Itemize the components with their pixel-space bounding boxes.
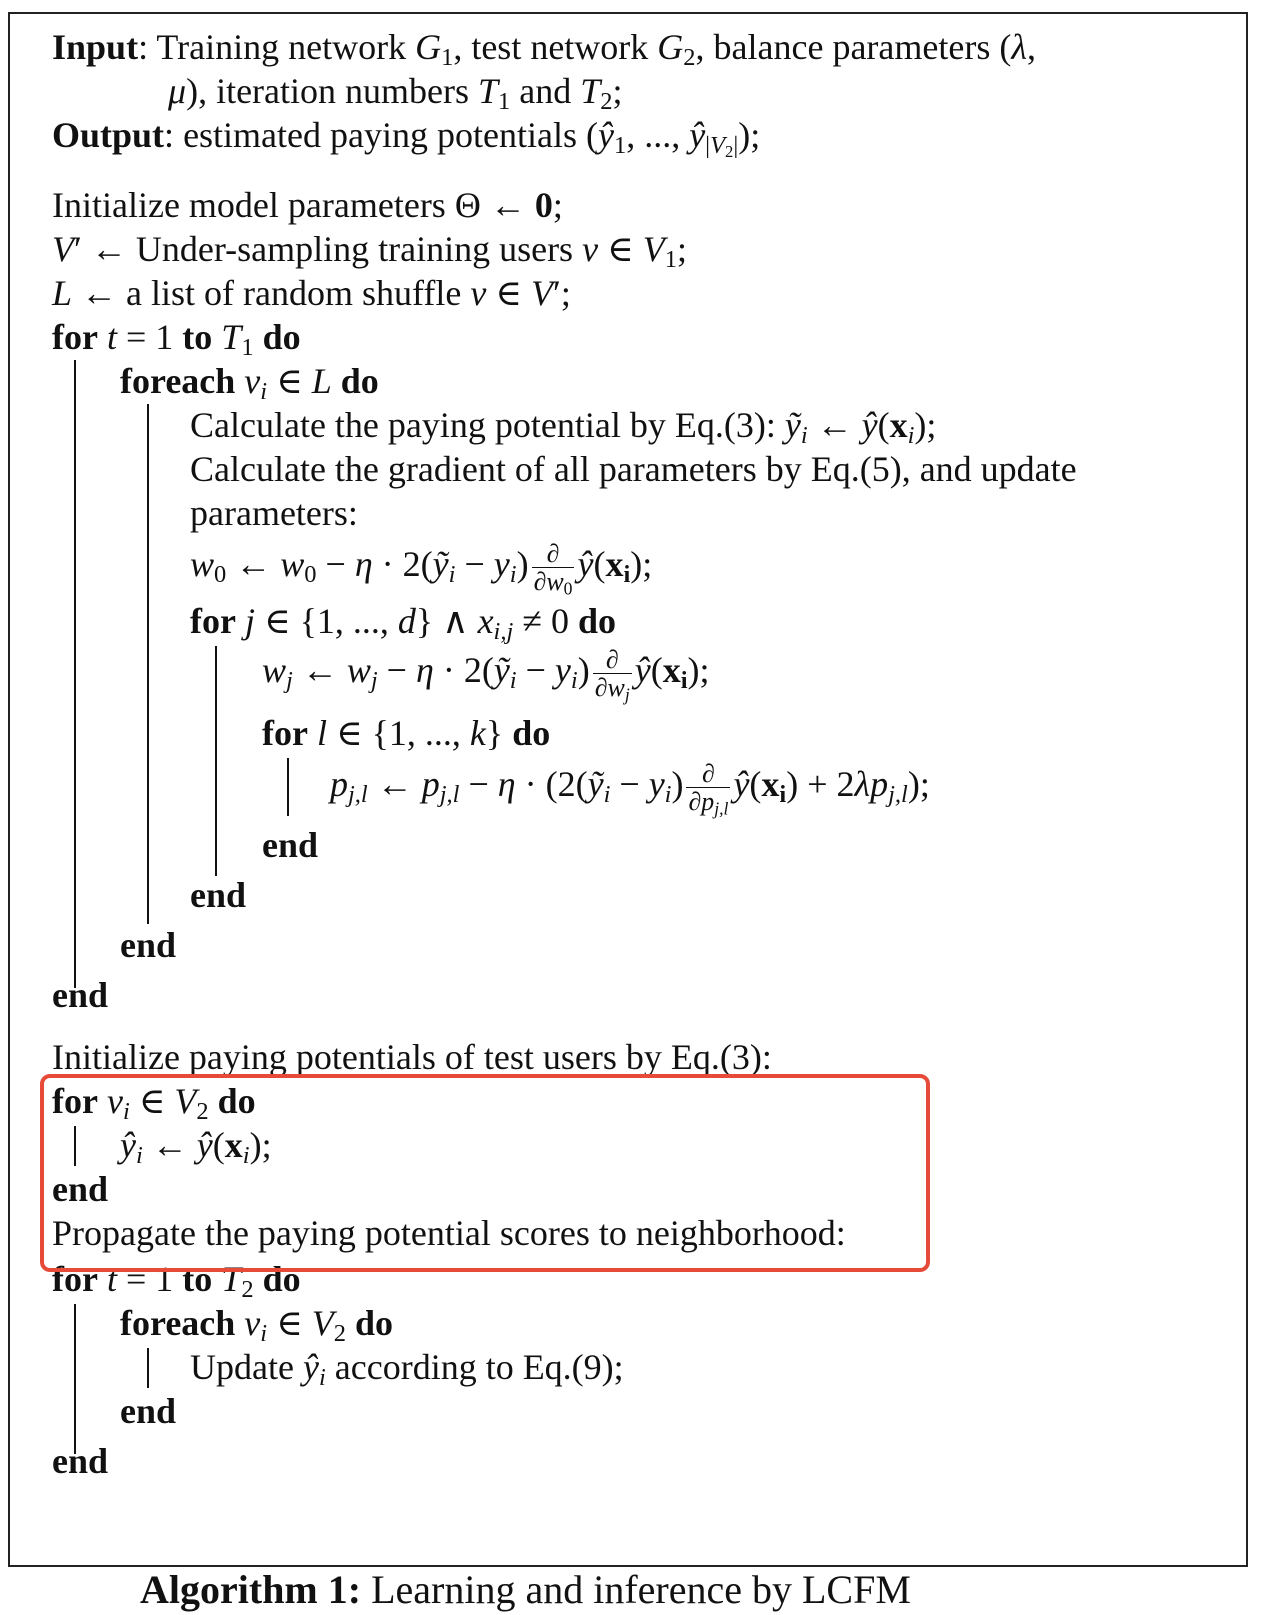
for-loop-v2: for $v_i$ ∈ $V_2$ do: [52, 1081, 256, 1126]
algorithm-box: [8, 12, 1248, 1567]
for-loop-j: for j ∈ {1, ..., d} ∧ $x_{i,j} \ne 0$ do: [190, 601, 617, 646]
keyword-do: do: [354, 1303, 394, 1343]
keyword-for: for: [52, 1081, 98, 1121]
keyword-to: to: [182, 317, 213, 357]
keyword-do: do: [512, 713, 551, 753]
inference-text: Update: [190, 1347, 294, 1387]
keyword-end: end: [262, 825, 319, 865]
keyword-do: do: [340, 361, 379, 401]
keyword-end: end: [120, 925, 177, 965]
keyword-for: for: [52, 1259, 98, 1299]
block-bar: [147, 1348, 149, 1388]
input-keyword: Input: [52, 27, 139, 67]
input-text: Training network: [156, 27, 407, 67]
keyword-end: end: [120, 1391, 177, 1431]
keyword-foreach: foreach: [120, 361, 236, 401]
for-loop-t2: for t = 1 to $T_2$ do: [52, 1259, 301, 1304]
parameters-line: [190, 490, 358, 536]
input-text: , test network: [453, 27, 649, 67]
caption-label: Algorithm 1:: [140, 1567, 362, 1612]
input-text: and: [519, 71, 572, 111]
init-text: a list of random shuffle: [126, 273, 462, 313]
block-bar: [287, 758, 289, 816]
init-line-2: V′ ← Under-sampling training users v ∈ $V_1$;: [52, 229, 687, 274]
end-t1: [52, 972, 108, 1018]
output-line: Output: estimated paying potentials ($ŷ_1$, ..., $ŷ_{|V_2|}$);: [52, 115, 761, 162]
highlight-box: [40, 1074, 930, 1272]
input-text: , balance parameters (: [695, 27, 1012, 67]
for-loop-t1: for t = 1 to $T_1$ do: [52, 317, 301, 362]
calc-text: Calculate the paying potential by Eq.(3):: [190, 405, 776, 445]
end-foreach: [120, 922, 176, 968]
foreach-v2: foreach $v_i$ ∈ $V_2$ do: [120, 1303, 394, 1348]
calc-gradient-line: [190, 446, 1077, 492]
yhat-assign: $ŷ_i$ ← $ŷ(x_i)$;: [120, 1125, 272, 1170]
keyword-end: end: [190, 875, 247, 915]
keyword-end: end: [52, 1441, 109, 1481]
for-loop-l: for l ∈ {1, ..., k} do: [262, 713, 551, 753]
inference-text: according to Eq.(9);: [334, 1347, 624, 1387]
keyword-for: for: [52, 317, 98, 357]
output-keyword: Output: [52, 115, 165, 155]
w0-update: $w_0$ ← $w_0 - \eta$ · 2(ỹ$_i$ − $y_i$) $\frac{\partial}{\partial w_0}$ $ŷ(x_i)$;: [190, 539, 653, 599]
foreach-loop: foreach $v_i$ ∈ L do: [120, 361, 379, 406]
init-text: Under-sampling training users: [135, 229, 574, 269]
wj-update: $w_j$ ← $w_j - \eta$ · 2(ỹ$_i$ − $y_i$) $\frac{\partial}{\partial w_j}$ $ŷ(x_i)$;: [262, 645, 710, 705]
input-line: Input: Training network $G_1$, test network $G_2$, balance parameters (λ,: [52, 27, 1036, 72]
keyword-do: do: [578, 601, 617, 641]
block-bar: [215, 646, 217, 876]
input-line-2: μ), iteration numbers $T_1$ and $T_2$;: [168, 71, 623, 116]
keyword-for: for: [190, 601, 236, 641]
block-bar: [74, 1304, 76, 1454]
keyword-end: end: [52, 1169, 109, 1209]
calc-text: parameters:: [190, 493, 358, 533]
update-line: Update $ŷ_i$ according to Eq.(9);: [190, 1347, 624, 1392]
calc-text: Calculate the gradient of all parameters by Eq.(5), and update: [190, 449, 1077, 489]
end-t2: [52, 1438, 108, 1484]
pjl-update: $p_{j,l}$ ← $p_{j,l} - \eta$ · (2(ỹ$_i$ − $y_i$) $\frac{\partial}{\partial p_{j,l}}$ $ŷ(x_i) + 2\lambda p_{j,l}$);: [330, 759, 930, 819]
caption-text: Learning and inference by LCFM: [371, 1567, 911, 1612]
inference-text: Propagate the paying potential scores to neighborhood:: [52, 1213, 846, 1253]
inference-text: Initialize paying potentials of test users by Eq.(3):: [52, 1037, 772, 1077]
init-text: Initialize model parameters: [52, 185, 446, 225]
keyword-to: to: [182, 1259, 213, 1299]
init-line-1: Initialize model parameters Θ ← 0;: [52, 185, 563, 225]
init-line-3: L ← a list of random shuffle v ∈ V′;: [52, 273, 571, 313]
block-bar: [147, 404, 149, 924]
end-foreach-v2: [120, 1388, 176, 1434]
keyword-do: do: [262, 1259, 301, 1299]
block-bar: [74, 360, 76, 988]
output-text: estimated paying potentials (: [183, 115, 598, 155]
input-text: ), iteration numbers: [186, 71, 469, 111]
keyword-for: for: [262, 713, 308, 753]
keyword-foreach: foreach: [120, 1303, 236, 1343]
end-j: [190, 872, 246, 918]
keyword-do: do: [262, 317, 301, 357]
end-l: [262, 822, 318, 868]
algorithm-caption: [140, 1565, 911, 1615]
keyword-do: do: [217, 1081, 256, 1121]
calc-potential-line: Calculate the paying potential by Eq.(3): ỹ$_i$ ← $ŷ(x_i)$;: [190, 405, 937, 450]
keyword-end: end: [52, 975, 109, 1015]
